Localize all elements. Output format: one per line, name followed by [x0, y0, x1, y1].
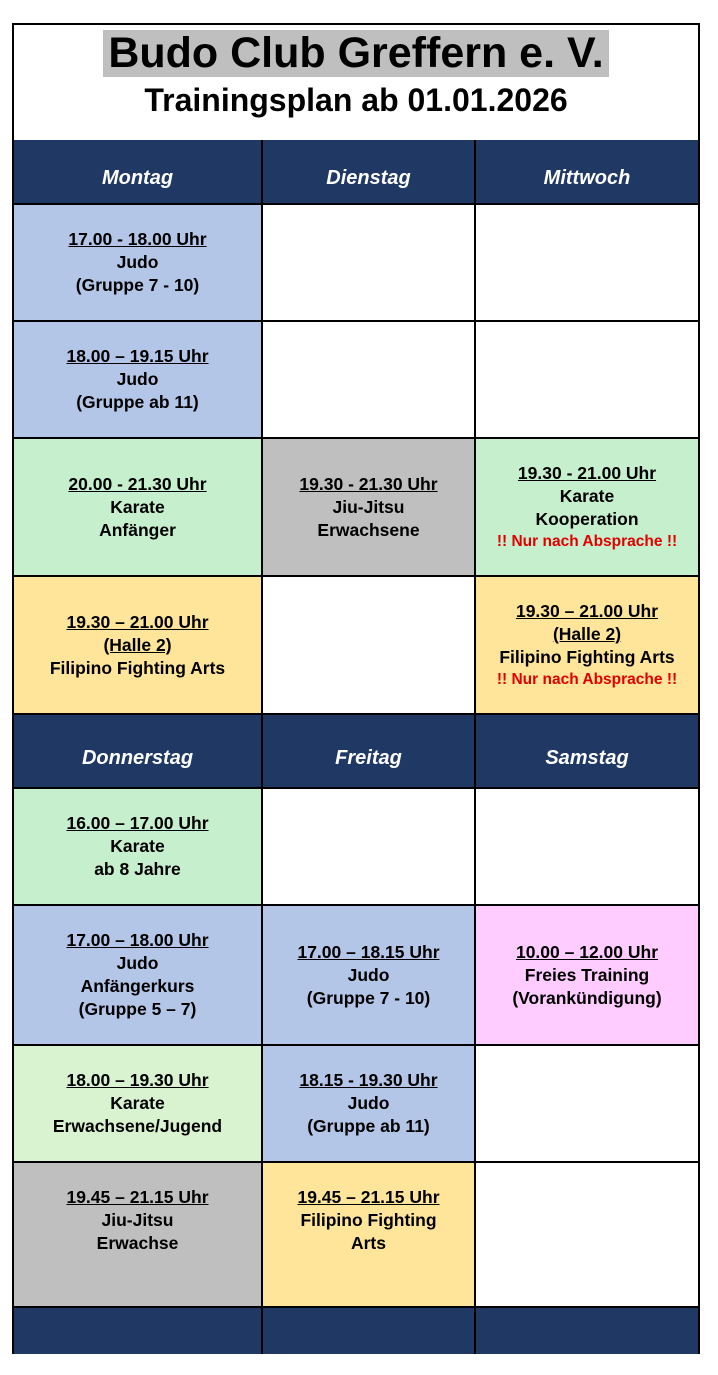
schedule-row: [14, 576, 698, 714]
day-header-samstag: Samstag: [475, 714, 698, 788]
session-time: 19.30 – 21.00 Uhr: [515, 601, 659, 621]
session-group: (Gruppe ab 11): [76, 392, 199, 412]
session-discipline: Judo: [347, 964, 390, 985]
session-group: (Vorankündigung): [512, 987, 662, 1008]
session-time: 18.00 – 19.15 Uhr: [66, 346, 209, 366]
session-cell-montag-filipino: [14, 576, 262, 714]
day-header-freitag: Freitag: [262, 714, 475, 788]
session-time: 17.00 – 18.00 Uhr: [66, 930, 209, 950]
session-cell-montag-judo-1: [14, 204, 262, 321]
session-group: Arts: [350, 1233, 386, 1253]
session-time: 19.30 - 21.30 Uhr: [299, 473, 438, 494]
training-schedule-table: [14, 140, 698, 1354]
schedule-row: [14, 905, 698, 1045]
day-header-mittwoch: Mittwoch: [475, 140, 698, 204]
schedule-row: [14, 321, 698, 438]
day-header-row: [14, 714, 698, 788]
session-cell-freitag-judo-2: [262, 1045, 475, 1162]
session-time: 10.00 – 12.00 Uhr: [515, 941, 659, 962]
session-group: Anfänger: [99, 519, 176, 540]
schedule-row: [14, 204, 698, 321]
empty-cell: [475, 1162, 698, 1307]
schedule-row: [14, 1045, 698, 1162]
session-discipline: Judo: [116, 252, 159, 272]
session-cell-freitag-judo-1: [262, 905, 475, 1045]
schedule-sheet: [12, 23, 700, 1354]
session-time: 19.45 – 21.15 Uhr: [297, 1187, 440, 1207]
session-cell-donnerstag-judo: [14, 905, 262, 1045]
session-cell-dienstag-jiujitsu: [262, 438, 475, 576]
session-discipline: Karate: [110, 496, 165, 517]
session-discipline: Jiu-Jitsu: [332, 496, 405, 517]
session-discipline: Karate: [110, 1093, 165, 1113]
footer-cell: [14, 1307, 262, 1354]
session-group: ab 8 Jahre: [94, 859, 181, 879]
session-group: Erwachsene: [317, 519, 420, 540]
session-discipline: Filipino Fighting Arts: [499, 647, 675, 667]
schedule-row: [14, 1162, 698, 1307]
session-time: 18.00 – 19.30 Uhr: [66, 1070, 209, 1090]
session-discipline: Judo: [116, 369, 159, 389]
footer-row: [14, 1307, 698, 1354]
session-time: 19.45 – 21.15 Uhr: [66, 1187, 209, 1207]
session-cell-samstag-free-training: [475, 905, 698, 1045]
session-discipline: Freies Training: [524, 964, 650, 985]
session-group: Erwachsene/Jugend: [52, 1116, 223, 1136]
day-header-dienstag: Dienstag: [262, 140, 475, 204]
session-group: (Gruppe 7 - 10): [306, 987, 431, 1008]
title-block: [14, 25, 698, 142]
session-time: 19.30 - 21.00 Uhr: [517, 463, 657, 483]
session-group: Kooperation: [535, 509, 639, 529]
empty-cell: [475, 1045, 698, 1162]
session-discipline: Filipino Fighting Arts: [49, 657, 226, 678]
footer-cell: [262, 1307, 475, 1354]
footer-cell: [475, 1307, 698, 1354]
day-header-montag: Montag: [14, 140, 262, 204]
session-time: 19.30 – 21.00 Uhr: [66, 611, 209, 632]
session-group: (Gruppe ab 11): [307, 1116, 430, 1136]
session-group: (Gruppe 7 - 10): [75, 275, 200, 295]
plan-subtitle: Trainingsplan ab 01.01.2026: [144, 82, 568, 118]
session-cell-donnerstag-karate: [14, 788, 262, 905]
empty-cell: [262, 788, 475, 905]
empty-cell: [475, 788, 698, 905]
session-cell-montag-judo-2: [14, 321, 262, 438]
empty-cell: [262, 204, 475, 321]
session-discipline: Karate: [110, 836, 165, 856]
schedule-row: [14, 438, 698, 576]
empty-cell: [475, 321, 698, 438]
session-cell-mittwoch-filipino: [475, 576, 698, 714]
club-title: Budo Club Greffern e. V.: [103, 30, 608, 77]
session-note: !! Nur nach Absprache !!: [496, 671, 678, 688]
empty-cell: [262, 576, 475, 714]
session-hall: (Halle 2): [103, 634, 172, 655]
session-time: 17.00 - 18.00 Uhr: [68, 229, 207, 249]
session-time: 16.00 – 17.00 Uhr: [66, 813, 209, 833]
session-discipline: Jiu-Jitsu: [101, 1210, 174, 1230]
session-discipline: Judo: [347, 1093, 390, 1113]
session-note: !! Nur nach Absprache !!: [496, 533, 678, 550]
schedule-row: [14, 788, 698, 905]
session-time: 17.00 – 18.15 Uhr: [297, 941, 440, 962]
session-cell-freitag-filipino: [262, 1162, 475, 1307]
empty-cell: [475, 204, 698, 321]
session-cell-donnerstag-karate-adult: [14, 1045, 262, 1162]
session-age: (Gruppe 5 – 7): [78, 999, 197, 1019]
session-cell-mittwoch-karate: [475, 438, 698, 576]
session-time: 20.00 - 21.30 Uhr: [68, 473, 207, 494]
session-time: 18.15 - 19.30 Uhr: [299, 1070, 438, 1090]
session-discipline: Filipino Fighting: [300, 1210, 437, 1230]
day-header-donnerstag: Donnerstag: [14, 714, 262, 788]
session-group: Erwachse: [96, 1233, 179, 1253]
session-group: Anfängerkurs: [80, 976, 195, 996]
empty-cell: [262, 321, 475, 438]
session-cell-montag-karate: [14, 438, 262, 576]
session-discipline: Judo: [116, 953, 159, 973]
day-header-row: [14, 140, 698, 204]
session-hall: (Halle 2): [552, 624, 622, 644]
session-discipline: Karate: [559, 486, 615, 506]
session-cell-donnerstag-jiujitsu: [14, 1162, 262, 1307]
